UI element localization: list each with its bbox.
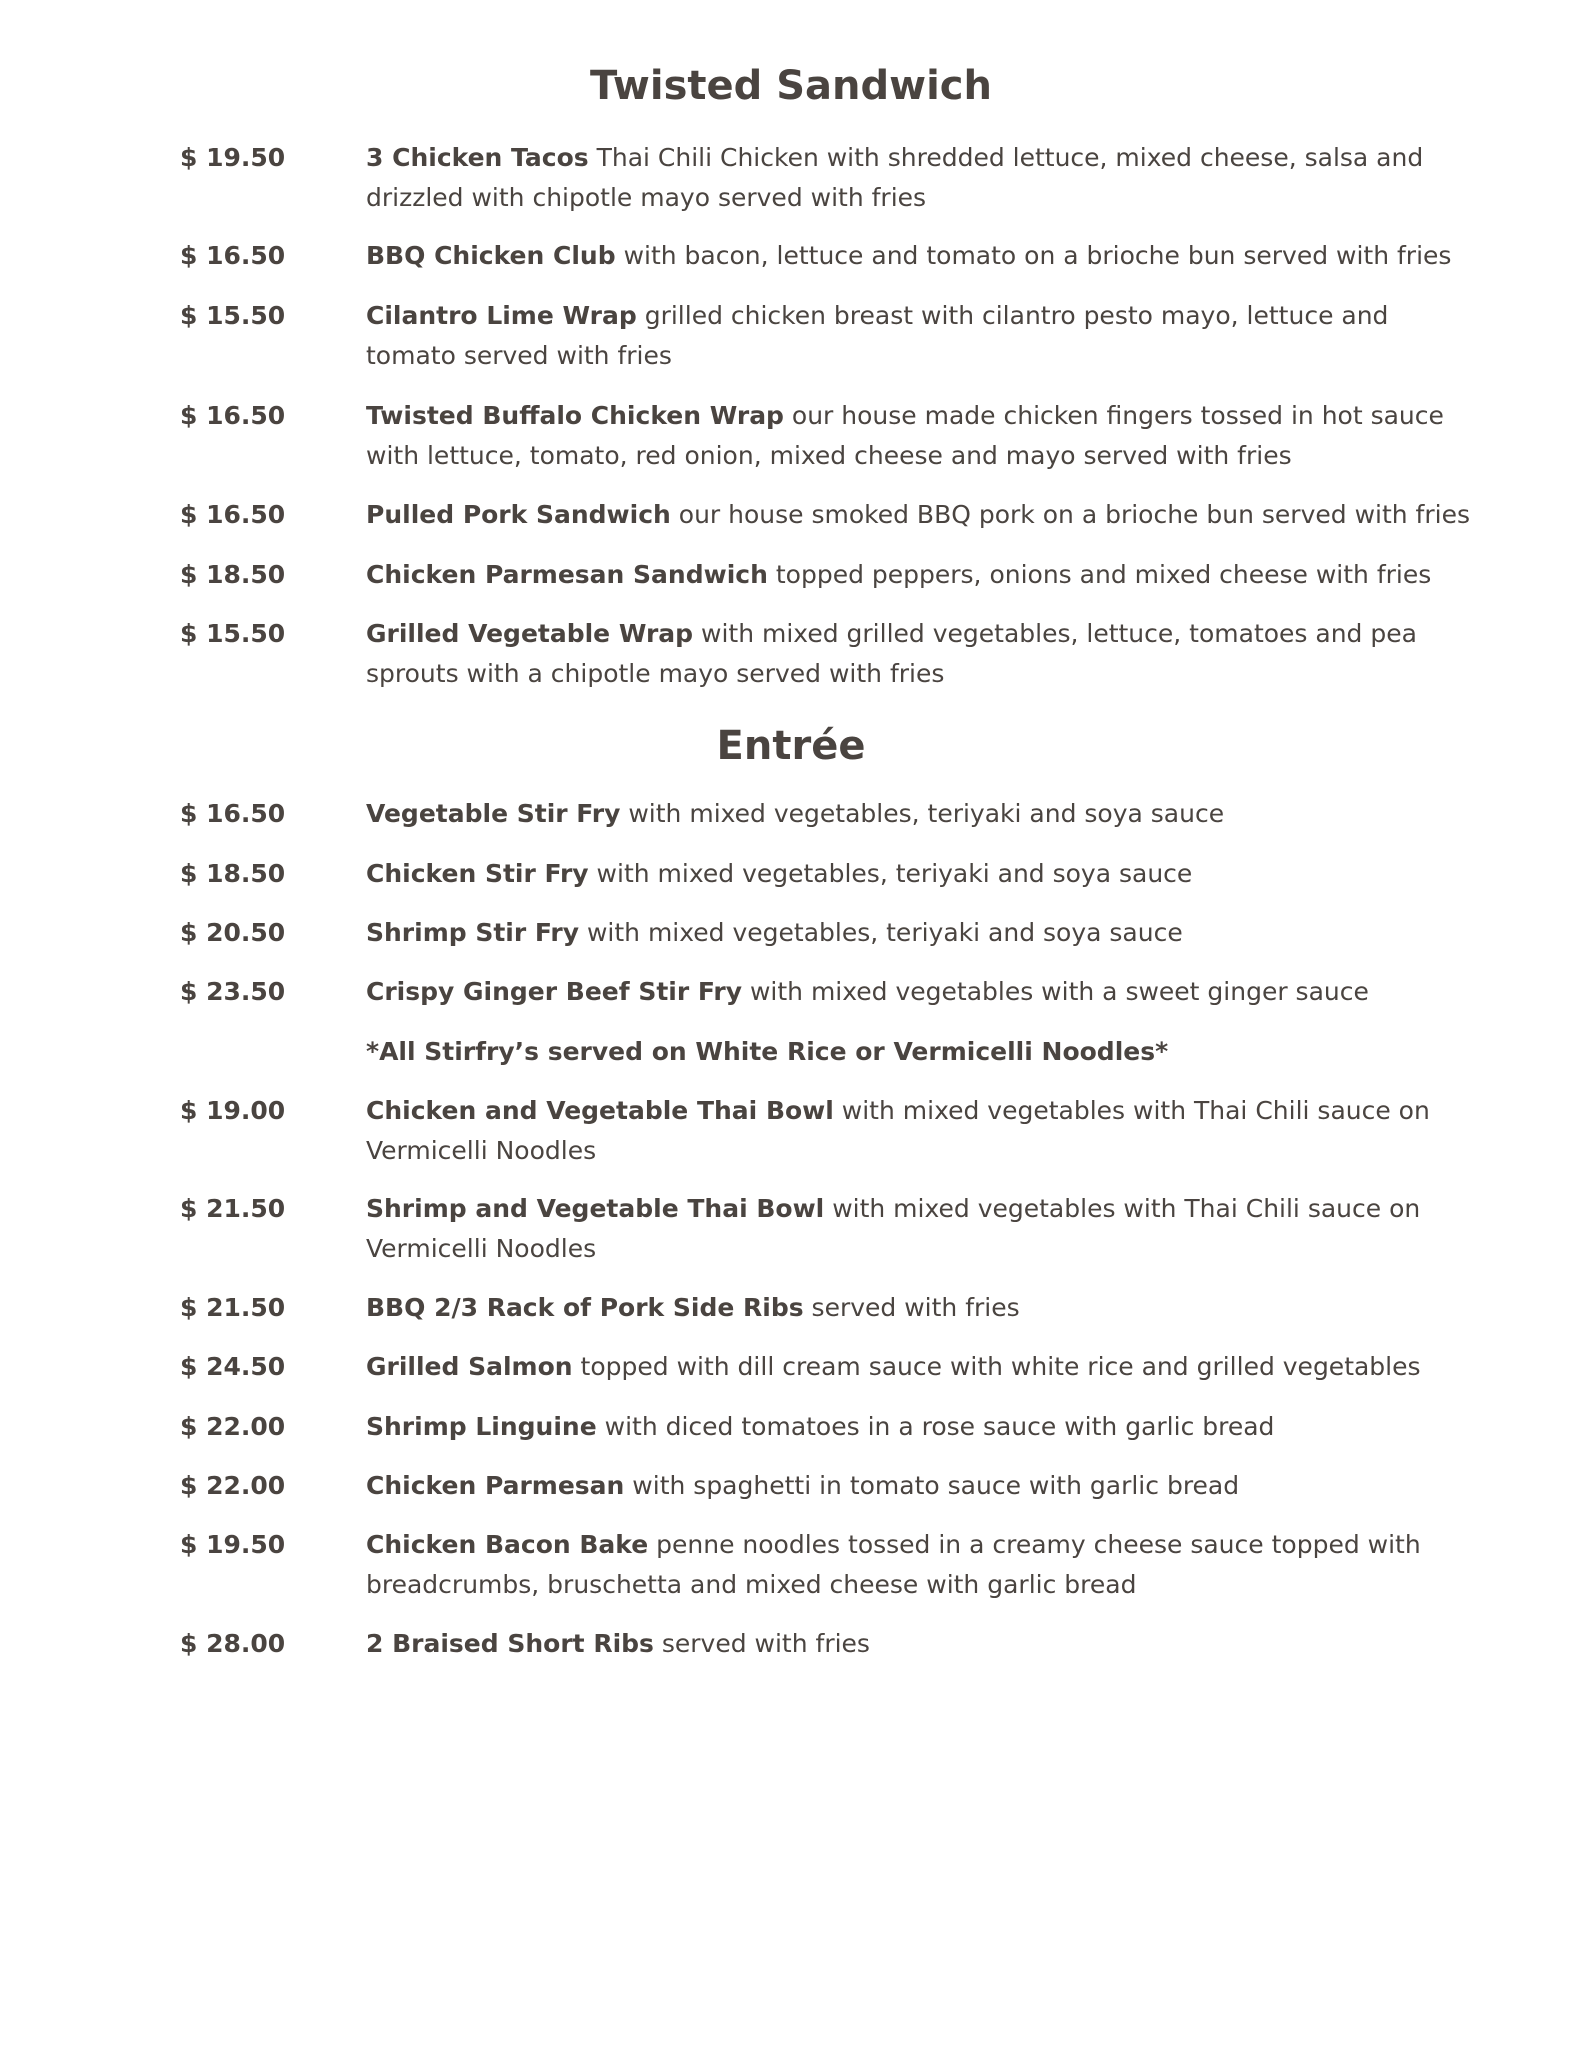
item-description: topped peppers, onions and mixed cheese with fries [767, 560, 1432, 589]
item-price: $ 15.50 [180, 619, 286, 648]
item-text [366, 1288, 1476, 1328]
item-name: Pulled Pork Sandwich [366, 500, 671, 529]
item-price: $ 19.50 [180, 143, 286, 172]
item-description: with mixed vegetables, teriyaki and soya sauce [588, 859, 1193, 888]
item-price: $ 19.00 [180, 1096, 286, 1125]
item-text [366, 1091, 1476, 1171]
item-price: $ 28.00 [180, 1629, 286, 1658]
item-text [366, 138, 1476, 218]
item-name: Grilled Salmon [366, 1352, 573, 1381]
item-name: 3 Chicken Tacos [366, 143, 589, 172]
item-description: penne noodles tossed in a creamy cheese sauce topped with breadcrumbs, bruschetta and mixed cheese with garlic bread [366, 1530, 1421, 1599]
item-text [366, 555, 1476, 595]
item-price: $ 16.50 [180, 401, 286, 430]
item-text [366, 794, 1476, 834]
item-description: with bacon, lettuce and tomato on a brioche bun served with fries [615, 241, 1452, 270]
item-name: Shrimp Stir Fry [366, 918, 580, 947]
item-description: our house made chicken fingers tossed in hot sauce with lettuce, tomato, red onion, mixed cheese and mayo served with fries [366, 401, 1444, 470]
item-text [366, 1466, 1476, 1506]
item-text [366, 236, 1476, 276]
item-name: Chicken Parmesan Sandwich [366, 560, 768, 589]
item-price: $ 23.50 [180, 977, 286, 1006]
item-description: with mixed vegetables with a sweet ginger sauce [742, 977, 1369, 1006]
item-name: BBQ Chicken Club [366, 241, 616, 270]
item-description: topped with dill cream sauce with white rice and grilled vegetables [572, 1352, 1421, 1381]
item-name: BBQ 2/3 Rack of Pork Side Ribs [366, 1293, 804, 1322]
item-price: $ 15.50 [180, 301, 286, 330]
item-name: Chicken Stir Fry [366, 859, 589, 888]
item-price: $ 21.50 [180, 1194, 286, 1223]
item-price: $ 22.00 [180, 1412, 286, 1441]
item-description: served with fries [803, 1293, 1020, 1322]
item-text [366, 495, 1476, 535]
item-name: Twisted Buffalo Chicken Wrap [366, 401, 784, 430]
item-description: with spaghetti in tomato sauce with garlic bread [624, 1471, 1240, 1500]
item-description: served with fries [653, 1629, 870, 1658]
item-text [366, 1525, 1476, 1605]
item-text [366, 396, 1476, 476]
item-text [366, 1347, 1476, 1387]
item-description: with diced tomatoes in a rose sauce with garlic bread [596, 1412, 1275, 1441]
item-name: Vegetable Stir Fry [366, 799, 621, 828]
item-text [366, 913, 1476, 953]
item-description: our house smoked BBQ pork on a brioche bun served with fries [670, 500, 1470, 529]
item-price: $ 18.50 [180, 859, 286, 888]
item-description: with mixed vegetables, teriyaki and soya sauce [620, 799, 1225, 828]
item-text [366, 854, 1476, 894]
item-text [366, 614, 1476, 694]
item-description: with mixed vegetables with Thai Chili sauce on Vermicelli Noodles [366, 1096, 1430, 1165]
item-price: $ 22.00 [180, 1471, 286, 1500]
item-name: Cilantro Lime Wrap [366, 301, 637, 330]
item-price: $ 16.50 [180, 241, 286, 270]
item-name: Shrimp Linguine [366, 1412, 597, 1441]
section-title-entree: Entrée [716, 723, 866, 769]
item-price: $ 21.50 [180, 1293, 286, 1322]
item-description: grilled chicken breast with cilantro pesto mayo, lettuce and tomato served with fries [366, 301, 1389, 370]
section-title-sandwich: Twisted Sandwich [590, 63, 992, 109]
item-name: Crispy Ginger Beef Stir Fry [366, 977, 743, 1006]
item-description: with mixed grilled vegetables, lettuce, tomatoes and pea sprouts with a chipotle mayo served with fries [366, 619, 1417, 688]
item-name: Chicken and Vegetable Thai Bowl [366, 1096, 834, 1125]
item-price: $ 18.50 [180, 560, 286, 589]
item-text [366, 296, 1476, 376]
item-price: $ 16.50 [180, 500, 286, 529]
item-name: 2 Braised Short Ribs [366, 1629, 654, 1658]
item-price: $ 16.50 [180, 799, 286, 828]
stirfry-note-text: *All Stirfry’s served on White Rice or Vermicelli Noodles* [366, 1037, 1169, 1066]
item-text [366, 1407, 1476, 1447]
item-text [366, 1189, 1476, 1269]
item-text [366, 972, 1476, 1012]
item-name: Grilled Vegetable Wrap [366, 619, 694, 648]
item-price: $ 19.50 [180, 1530, 286, 1559]
item-price: $ 24.50 [180, 1352, 286, 1381]
item-price: $ 20.50 [180, 918, 286, 947]
item-description: with mixed vegetables with Thai Chili sauce on Vermicelli Noodles [366, 1194, 1421, 1263]
item-description: with mixed vegetables, teriyaki and soya sauce [579, 918, 1183, 947]
item-text [366, 1624, 1476, 1664]
item-description: Thai Chili Chicken with shredded lettuce, mixed cheese, salsa and drizzled with chipotle mayo served with fries [366, 143, 1424, 212]
item-name: Shrimp and Vegetable Thai Bowl [366, 1194, 825, 1223]
item-name: Chicken Bacon Bake [366, 1530, 649, 1559]
item-name: Chicken Parmesan [366, 1471, 625, 1500]
